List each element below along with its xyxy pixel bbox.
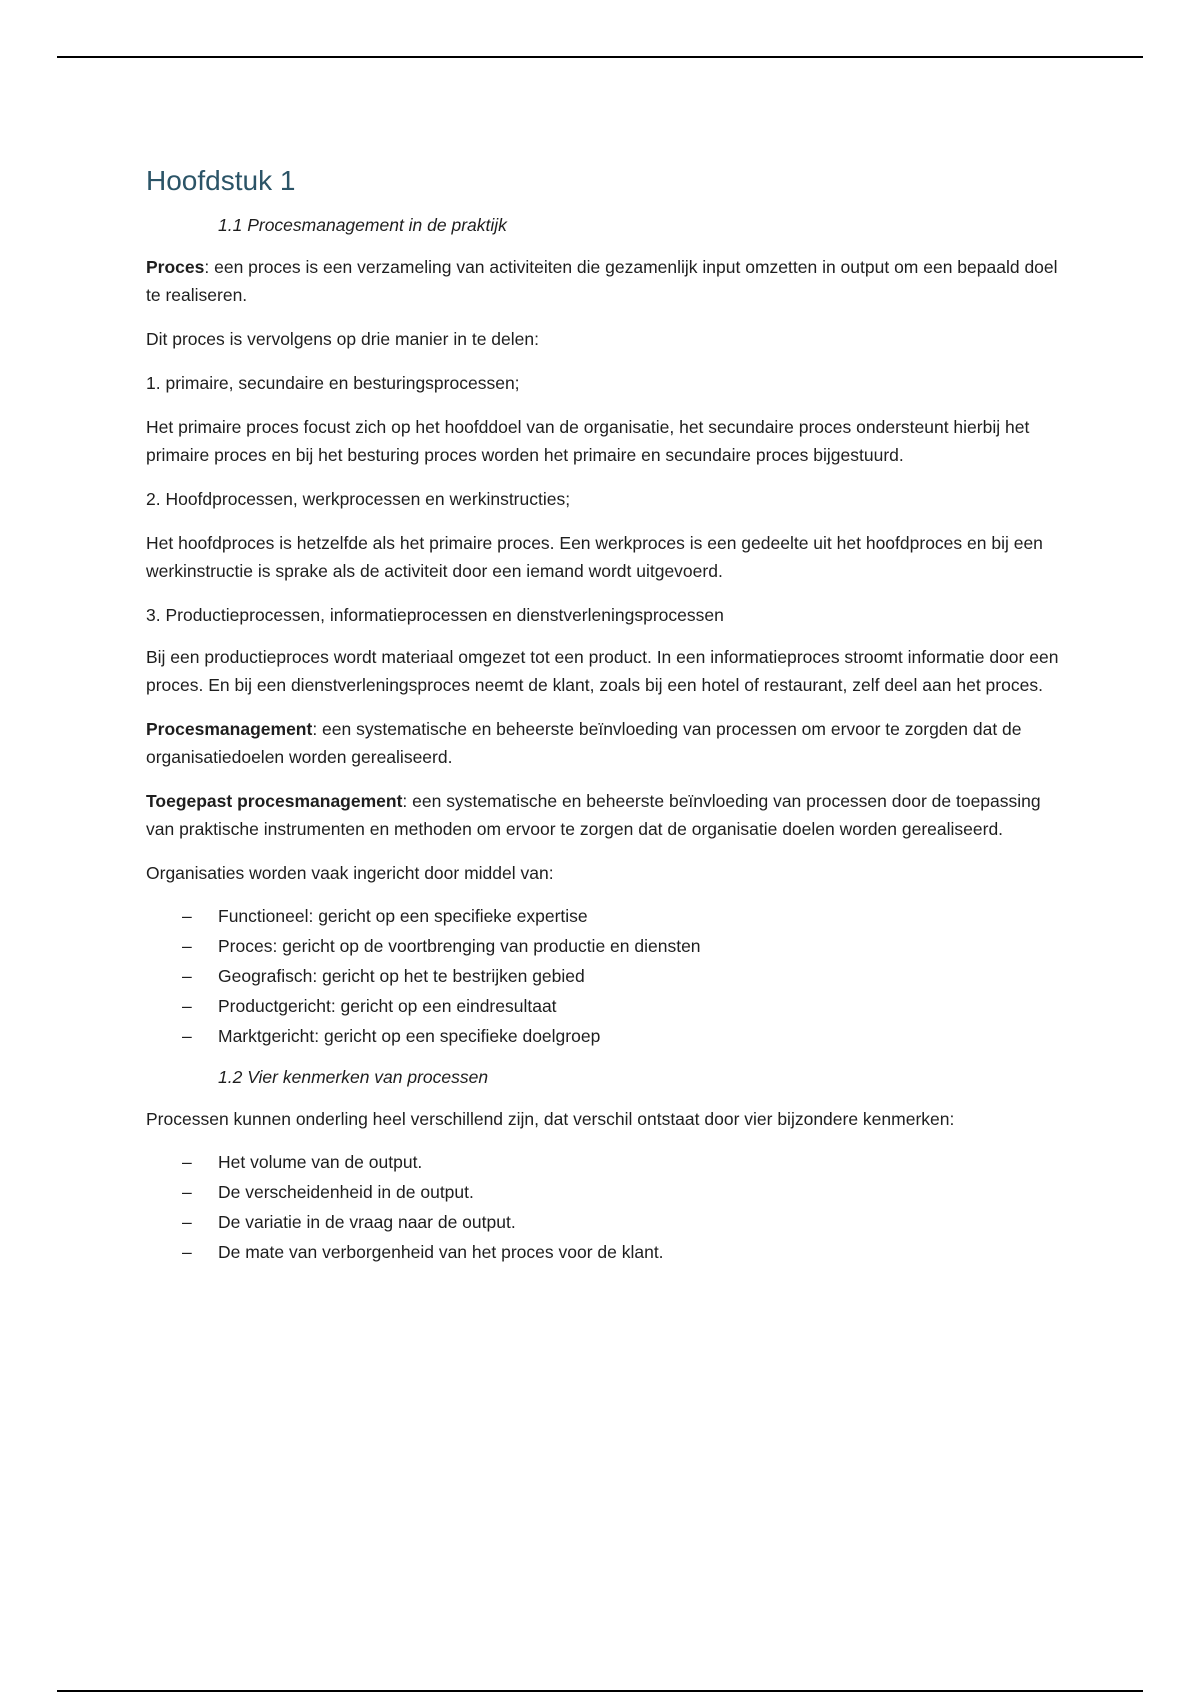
definition-proces: : een proces is een verzameling van activiteiten die gezamenlijk input omzetten in output om een bepaald doel te realiseren. xyxy=(146,257,1058,305)
definition-toegepast-procesmanagement: : een systematische en beheerste beïnvloeding van processen door de toepassing van praktische instrumenten en methoden om ervoor te zorgen dat de organisatie doelen worden gerealiseerd. xyxy=(146,791,1041,839)
list-item: – Het volume van de output. xyxy=(146,1147,1066,1177)
organisation-types-list xyxy=(146,901,1066,1051)
dash-bullet: – xyxy=(182,1152,192,1172)
dash-bullet: – xyxy=(182,1182,192,1202)
footer-rule xyxy=(57,1690,1143,1692)
section-heading-1-1: 1.1 Procesmanagement in de praktijk xyxy=(218,215,507,235)
list-item: – Proces: gericht op de voortbrenging van productie en diensten xyxy=(146,931,1066,961)
division-1-title: 1. primaire, secundaire en besturingsprocessen; xyxy=(146,373,520,393)
list-item: – Marktgericht: gericht op een specifieke doelgroep xyxy=(146,1021,1066,1051)
list-item: – Functioneel: gericht op een specifieke expertise xyxy=(146,901,1066,931)
list-item: – Geografisch: gericht op het te bestrijken gebied xyxy=(146,961,1066,991)
dash-bullet: – xyxy=(182,906,192,926)
dash-bullet: – xyxy=(182,1026,192,1046)
document-body xyxy=(146,163,1066,1281)
term-procesmanagement: Procesmanagement xyxy=(146,719,313,739)
dash-bullet: – xyxy=(182,966,192,986)
division-3-title: 3. Productieprocessen, informatieprocessen en dienstverleningsprocessen xyxy=(146,605,724,625)
list-item: – De mate van verborgenheid van het proces voor de klant. xyxy=(146,1237,1066,1267)
paragraph-division-intro: Dit proces is vervolgens op drie manier in te delen: xyxy=(146,329,539,349)
dash-bullet: – xyxy=(182,996,192,1016)
header-rule xyxy=(57,56,1143,58)
list-item: – De variatie in de vraag naar de output. xyxy=(146,1207,1066,1237)
division-2-text: Het hoofdproces is hetzelfde als het primaire proces. Een werkproces is een gedeelte uit het hoofdproces en bij een werkinstructie is sprake als de activiteit door een iemand wordt uitgevoerd. xyxy=(146,533,1043,581)
list-item: – Productgericht: gericht op een eindresultaat xyxy=(146,991,1066,1021)
chapter-title: Hoofdstuk 1 xyxy=(146,165,296,196)
division-2-title: 2. Hoofdprocessen, werkprocessen en werkinstructies; xyxy=(146,489,571,509)
dash-bullet: – xyxy=(182,936,192,956)
paragraph-proces-definition xyxy=(146,253,1066,309)
term-proces: Proces xyxy=(146,257,205,277)
division-1-text: Het primaire proces focust zich op het hoofddoel van de organisatie, het secundaire proces ondersteunt hierbij het primaire proces en bij het besturing proces worden het primaire en secundaire proces bijgestuurd. xyxy=(146,417,1030,465)
list-item: – De verscheidenheid in de output. xyxy=(146,1177,1066,1207)
paragraph-organisation-intro: Organisaties worden vaak ingericht door middel van: xyxy=(146,863,554,883)
definition-procesmanagement: : een systematische en beheerste beïnvloeding van processen om ervoor te zorgden dat de organisatiedoelen worden gerealiseerd. xyxy=(146,719,1022,767)
section-heading-1-2: 1.2 Vier kenmerken van processen xyxy=(218,1067,489,1087)
dash-bullet: – xyxy=(182,1212,192,1232)
paragraph-toegepast-procesmanagement-definition xyxy=(146,787,1066,843)
division-3-text: Bij een productieproces wordt materiaal omgezet tot een product. In een informatieproces stroomt informatie door een proces. En bij een dienstverleningsproces neemt de klant, zoals bij een hotel of restaurant, zelf deel aan het proces. xyxy=(146,647,1059,695)
dash-bullet: – xyxy=(182,1242,192,1262)
paragraph-kenmerken-intro: Processen kunnen onderling heel verschillend zijn, dat verschil ontstaat door vier bijzondere kenmerken: xyxy=(146,1109,955,1129)
term-toegepast-procesmanagement: Toegepast procesmanagement xyxy=(146,791,403,811)
paragraph-procesmanagement-definition xyxy=(146,715,1066,771)
process-characteristics-list xyxy=(146,1147,1066,1267)
